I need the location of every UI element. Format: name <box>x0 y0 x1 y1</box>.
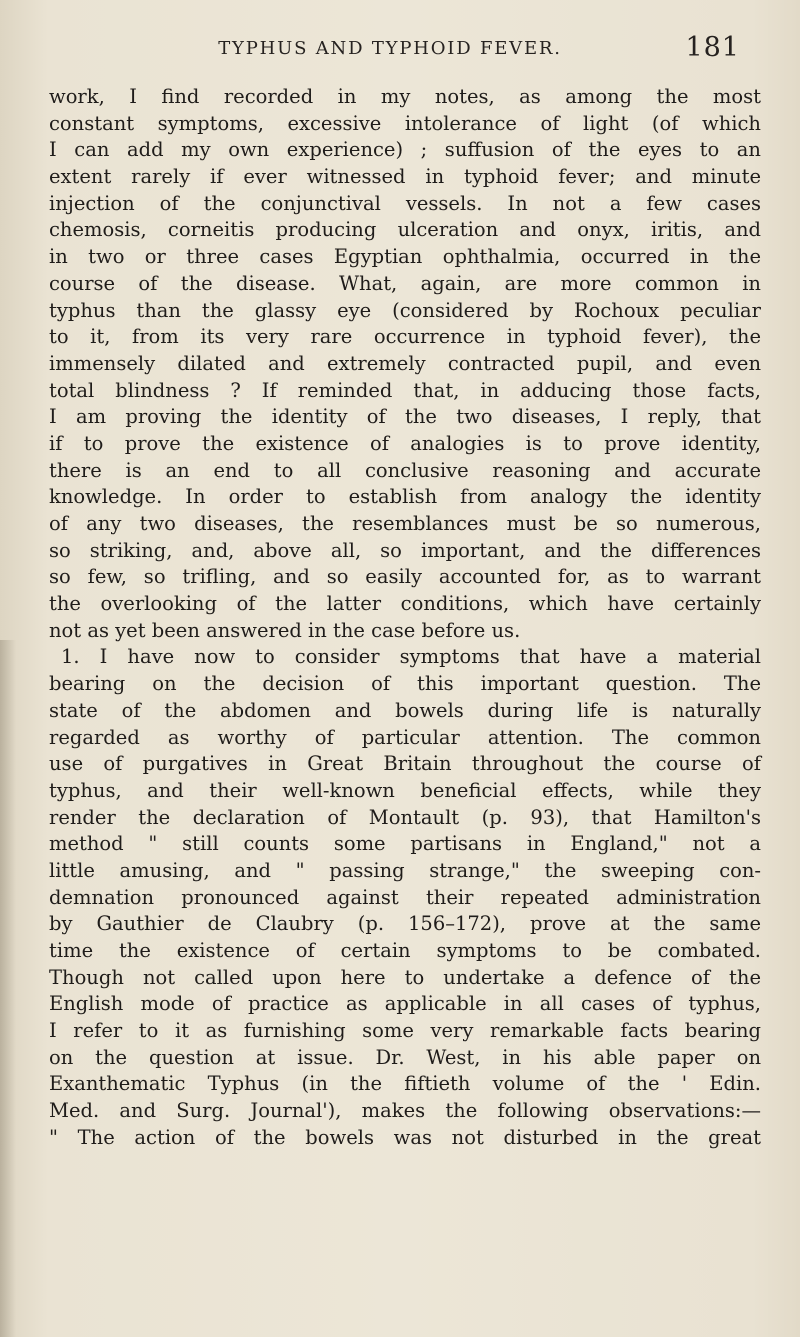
page-number: 181 <box>685 32 740 63</box>
text-line: course of the disease. What, again, are more common in <box>49 271 761 295</box>
text-line: so striking, and, above all, so important, and the differences <box>49 538 761 562</box>
text-line: total blindness ? If reminded that, in adducing those facts, <box>49 378 761 402</box>
text-line: Exanthematic Typhus (in the fiftieth volume of the ' Edin. <box>49 1072 761 1096</box>
text-line: " The action of the bowels was not disturbed in the great <box>49 1125 761 1149</box>
text-line: to it, from its very rare occurrence in typhoid fever), the <box>49 325 761 349</box>
text-line: regarded as worthy of particular attention. The common <box>49 725 761 749</box>
text-line: demnation pronounced against their repeated administration <box>49 885 761 909</box>
text-line: chemosis, corneitis producing ulceration and onyx, iritis, and <box>49 218 761 242</box>
paragraph-start-line: 1. I have now to consider symptoms that have a material <box>61 645 761 669</box>
text-line: Though not called upon here to undertake a defence of the <box>49 965 761 989</box>
body-text <box>49 84 761 1152</box>
text-line: immensely dilated and extremely contracted pupil, and even <box>49 351 761 375</box>
text-line: I can add my own experience) ; suffusion of the eyes to an <box>49 138 761 162</box>
text-line: I am proving the identity of the two diseases, I reply, that <box>49 405 761 429</box>
text-line: in two or three cases Egyptian ophthalmia, occurred in the <box>49 245 761 269</box>
text-line: injection of the conjunctival vessels. In not a few cases <box>49 191 761 215</box>
text-line: English mode of practice as applicable in all cases of typhus, <box>49 992 761 1016</box>
text-line: time the existence of certain symptoms to be combated. <box>49 939 761 962</box>
text-line: Med. and Surg. Journal'), makes the following observations:— <box>49 1099 761 1123</box>
text-line: the overlooking of the latter conditions, which have certainly <box>49 592 761 616</box>
text-line: there is an end to all conclusive reasoning and accurate <box>49 458 761 482</box>
text-line: of any two diseases, the resemblances must be so numerous, <box>49 512 761 535</box>
text-line: on the question at issue. Dr. West, in his able paper on <box>49 1045 761 1069</box>
running-head: TYPHUS AND TYPHOID FEVER. <box>218 38 562 59</box>
text-line: work, I find recorded in my notes, as among the most <box>49 85 761 108</box>
text-line: use of purgatives in Great Britain throughout the course of <box>49 752 761 776</box>
text-line: typhus, and their well-known beneficial effects, while they <box>49 778 761 802</box>
text-line: if to prove the existence of analogies is to prove identity, <box>49 431 761 455</box>
text-line: bearing on the decision of this important question. The <box>49 672 761 696</box>
text-line: not as yet been answered in the case before us. <box>49 618 521 642</box>
text-line: knowledge. In order to establish from analogy the identity <box>49 485 761 509</box>
text-line: extent rarely if ever witnessed in typhoid fever; and minute <box>49 165 761 189</box>
text-line: state of the abdomen and bowels during life is naturally <box>49 698 761 722</box>
text-line: method " still counts some partisans in England," not a <box>49 832 761 856</box>
text-line: I refer to it as furnishing some very remarkable facts bearing <box>49 1019 761 1043</box>
text-line: render the declaration of Montault (p. 93), that Hamilton's <box>49 805 761 829</box>
text-line: little amusing, and " passing strange," the sweeping con- <box>49 858 761 882</box>
text-line: so few, so trifling, and so easily accounted for, as to warrant <box>49 565 761 589</box>
page-gutter-shadow <box>0 640 16 1337</box>
text-line: constant symptoms, excessive intolerance of light (of which <box>49 111 761 135</box>
text-line: by Gauthier de Claubry (p. 156–172), prove at the same <box>49 912 761 936</box>
text-line: typhus than the glassy eye (considered by Rochoux peculiar <box>49 298 761 322</box>
page-header <box>0 32 800 72</box>
